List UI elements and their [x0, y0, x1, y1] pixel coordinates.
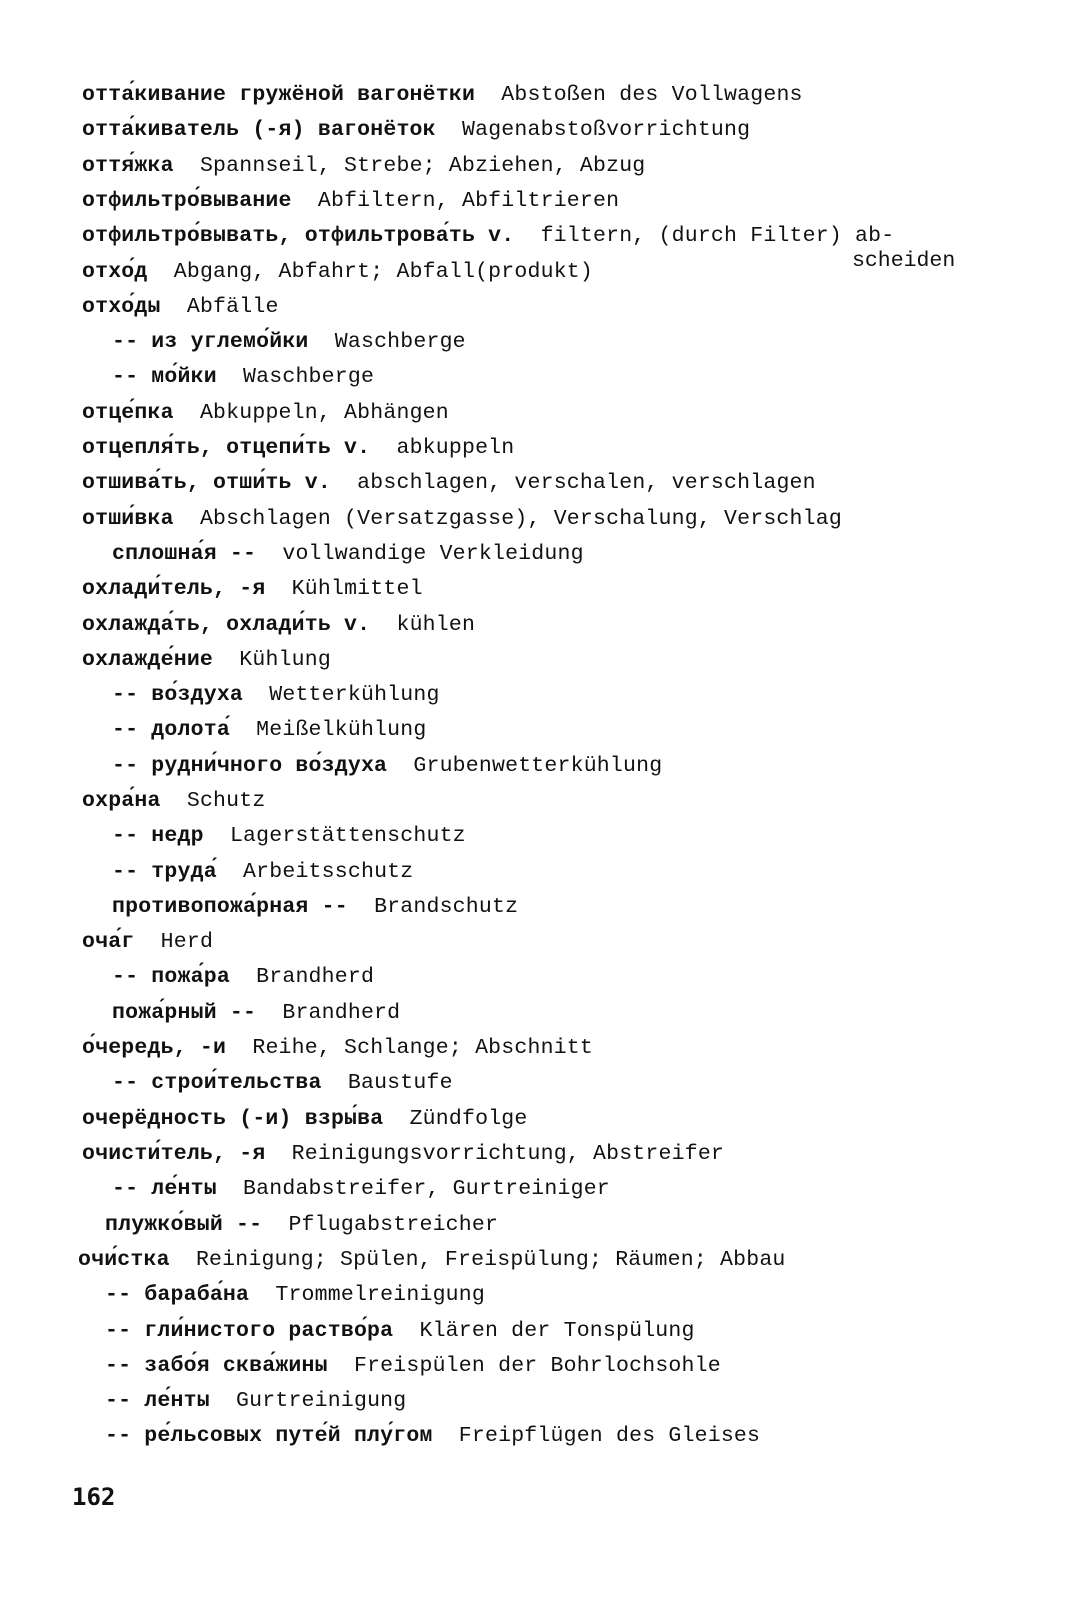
- dictionary-entry: [82, 187, 619, 215]
- russian-term: плужко́вый --: [105, 1213, 263, 1237]
- russian-term: охлажде́ние: [82, 648, 214, 672]
- page-number: 162: [72, 1483, 116, 1511]
- dictionary-entry: [112, 540, 584, 568]
- dictionary-entry: [82, 1140, 724, 1168]
- dictionary-entry: [112, 363, 374, 391]
- russian-term: оття́жка: [82, 154, 174, 178]
- dictionary-entry: [82, 293, 279, 321]
- dictionary-entry: [82, 399, 449, 427]
- dictionary-entry: [82, 152, 645, 180]
- german-translation: Schutz: [186, 789, 266, 813]
- german-translation: Freipflügen des Gleises: [458, 1424, 761, 1448]
- russian-term: пожа́рный --: [112, 1001, 257, 1025]
- russian-term: -- мо́йки: [112, 365, 217, 389]
- dictionary-entry: [82, 928, 213, 956]
- russian-term: отхо́д: [82, 260, 148, 284]
- german-translation: Kühlmittel: [291, 577, 423, 601]
- dictionary-entry: [112, 752, 662, 780]
- dictionary-entry: [112, 328, 466, 356]
- dictionary-entry: [78, 1246, 786, 1274]
- german-translation: Abfiltern, Abfiltrieren: [317, 189, 620, 213]
- german-translation: Brandherd: [282, 1001, 401, 1025]
- russian-term: отхо́ды: [82, 295, 161, 319]
- russian-term: -- ле́нты: [112, 1177, 217, 1201]
- russian-term: отцепля́ть, отцепи́ть v.: [82, 436, 371, 460]
- dictionary-entry: [112, 999, 400, 1027]
- dictionary-entry: [105, 1281, 485, 1309]
- dictionary-entry: [112, 1175, 610, 1203]
- russian-term: -- забо́я сква́жины: [105, 1354, 328, 1378]
- dictionary-entry: [82, 611, 475, 639]
- german-translation: Herd: [160, 930, 214, 954]
- russian-term: охлажда́ть, охлади́ть v.: [82, 613, 371, 637]
- russian-term: -- из углемо́йки: [112, 330, 309, 354]
- russian-term: очи́стка: [78, 1248, 170, 1272]
- german-translation: Abkuppeln, Abhängen: [199, 401, 449, 425]
- russian-term: отши́вка: [82, 507, 174, 531]
- german-translation: abkuppeln: [396, 436, 515, 460]
- dictionary-entry: [112, 858, 413, 886]
- german-translation: Wetterkühlung: [269, 683, 440, 707]
- german-translation: Arbeitsschutz: [243, 860, 414, 884]
- dictionary-entry: [82, 575, 423, 603]
- dictionary-entry: [112, 963, 374, 991]
- german-translation: Bandabstreifer, Gurtreiniger: [243, 1177, 610, 1201]
- german-translation: Waschberge: [243, 365, 375, 389]
- german-translation: Waschberge: [334, 330, 466, 354]
- russian-term: -- бараба́на: [105, 1283, 250, 1307]
- dictionary-entry: [82, 505, 842, 533]
- russian-term: -- пожа́ра: [112, 965, 230, 989]
- german-translation: Klären der Tonspülung: [419, 1319, 695, 1343]
- dictionary-entry: [82, 1034, 593, 1062]
- german-translation: Abschlagen (Versatzgasse), Verschalung, Verschlag: [199, 507, 842, 531]
- german-translation: vollwandige Verkleidung: [282, 542, 584, 566]
- german-translation: Brandschutz: [374, 895, 519, 919]
- dictionary-entry: [105, 1422, 760, 1450]
- dictionary-entry: [112, 716, 426, 744]
- hyphen-continuation: scheiden: [852, 249, 956, 273]
- russian-term: охлади́тель, -я: [82, 577, 266, 601]
- german-translation: Reihe, Schlange; Abschnitt: [252, 1036, 593, 1060]
- german-translation: Kühlung: [239, 648, 331, 672]
- russian-term: -- труда́: [112, 860, 217, 884]
- german-translation: Trommelreinigung: [275, 1283, 485, 1307]
- russian-term: -- гли́нистого раство́ра: [105, 1319, 394, 1343]
- russian-term: -- ре́льсовых путе́й плу́гом: [105, 1424, 433, 1448]
- russian-term: сплошна́я --: [112, 542, 257, 566]
- german-translation: Meißelkühlung: [256, 718, 427, 742]
- dictionary-entry: [105, 1352, 721, 1380]
- german-translation: Reinigung; Spülen, Freispülung; Räumen; Abbau: [195, 1248, 786, 1272]
- dictionary-entry: [82, 81, 803, 109]
- german-translation: Spannseil, Strebe; Abziehen, Abzug: [199, 154, 646, 178]
- dictionary-entry: [82, 116, 750, 144]
- russian-term: очисти́тель, -я: [82, 1142, 266, 1166]
- german-translation: Pflugabstreicher: [288, 1213, 499, 1237]
- german-translation: kühlen: [396, 613, 476, 637]
- german-translation: abschlagen, verschalen, verschlagen: [357, 471, 816, 495]
- dictionary-entry: [112, 822, 466, 850]
- german-translation: Wagenabstoßvorrichtung: [461, 118, 751, 142]
- german-translation: Reinigungsvorrichtung, Abstreifer: [291, 1142, 725, 1166]
- german-translation: Gurtreinigung: [236, 1389, 407, 1413]
- russian-term: противопожа́рная --: [112, 895, 348, 919]
- german-translation: Abgang, Abfahrt; Abfall(produkt): [173, 260, 594, 284]
- russian-term: -- во́здуха: [112, 683, 244, 707]
- german-translation: Abstoßen des Vollwagens: [501, 83, 803, 107]
- russian-term: отшива́ть, отши́ть v.: [82, 471, 331, 495]
- dictionary-entry: [82, 258, 593, 286]
- dictionary-entry: [82, 469, 816, 497]
- dictionary-entry: [82, 434, 514, 462]
- dictionary-entry: [112, 893, 518, 921]
- dictionary-entry: [112, 681, 440, 709]
- russian-term: отфильтро́вывать, отфильтрова́ть v.: [82, 224, 515, 248]
- russian-term: отта́киватель (-я) вагонёток: [82, 118, 436, 142]
- dictionary-entry: [105, 1211, 498, 1239]
- dictionary-entry: [82, 646, 331, 674]
- russian-term: очерёдность (-и) взры́ва: [82, 1107, 384, 1131]
- russian-term: -- строи́тельства: [112, 1071, 322, 1095]
- russian-term: -- ле́нты: [105, 1389, 210, 1413]
- dictionary-entry: [82, 787, 265, 815]
- german-translation: Grubenwetterkühlung: [413, 754, 663, 778]
- german-translation: Lagerstättenschutz: [229, 824, 466, 848]
- russian-term: -- рудни́чного во́здуха: [112, 754, 388, 778]
- german-translation: Brandherd: [256, 965, 375, 989]
- russian-term: -- недр: [112, 824, 204, 848]
- russian-term: о́чередь, -и: [82, 1036, 227, 1060]
- german-translation: filtern, (durch Filter) ab-: [540, 224, 895, 248]
- german-translation: Freispülen der Bohrlochsohle: [353, 1354, 721, 1378]
- russian-term: отфильтро́вывание: [82, 189, 292, 213]
- russian-term: охра́на: [82, 789, 161, 813]
- russian-term: отце́пка: [82, 401, 174, 425]
- german-translation: Baustufe: [347, 1071, 453, 1095]
- german-translation: Abfälle: [186, 295, 279, 319]
- russian-term: -- долота́: [112, 718, 230, 742]
- russian-term: оча́г: [82, 930, 135, 954]
- dictionary-entry: [82, 1105, 528, 1133]
- german-translation: Zündfolge: [409, 1107, 528, 1131]
- russian-term: отта́кивание гружёной вагонётки: [82, 83, 476, 107]
- dictionary-entry: [105, 1317, 695, 1345]
- dictionary-entry: [105, 1387, 406, 1415]
- dictionary-entry: [82, 222, 894, 250]
- dictionary-entry: [112, 1069, 453, 1097]
